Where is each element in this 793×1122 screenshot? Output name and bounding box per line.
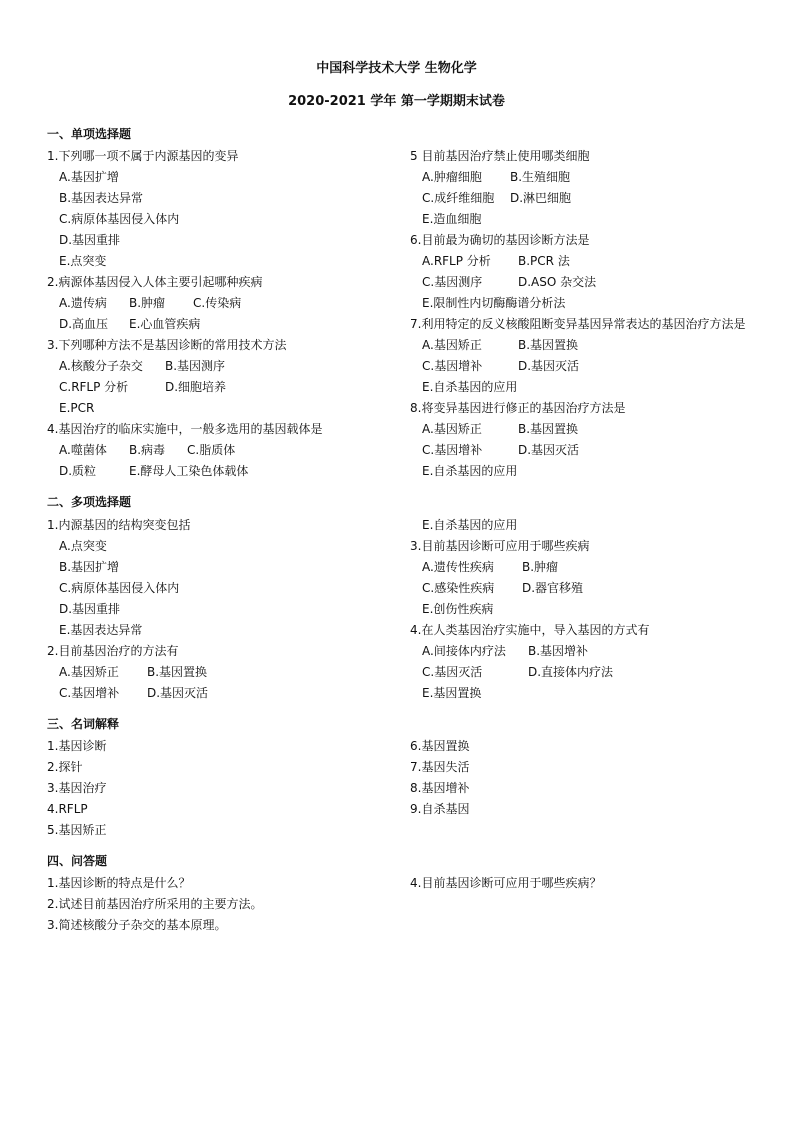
term-item: 1.基因诊断 — [47, 739, 107, 753]
option: D.直接体内疗法 — [528, 665, 614, 679]
option-row — [410, 167, 760, 188]
option: E.酵母人工染色体载体 — [129, 464, 249, 478]
option: C.基因灭活 — [422, 665, 483, 679]
option: D.淋巴细胞 — [510, 191, 572, 205]
section-heading-multiple-choice: 二、多项选择题 — [47, 495, 132, 509]
option: B.基因表达异常 — [59, 191, 144, 205]
question-text: 1.下列哪一项不属于内源基因的变异 — [47, 149, 239, 163]
option: C.基因增补 — [422, 443, 483, 457]
question-text: 7.利用特定的反义核酸阻断变异基因异常表达的基因治疗方法是 — [410, 317, 746, 331]
option-row — [47, 662, 397, 683]
section-heading-terms: 三、名词解释 — [47, 717, 120, 731]
term-item: 2.探针 — [47, 760, 83, 774]
question-text: 4.在人类基因治疗实施中，导入基因的方式有 — [410, 623, 650, 637]
option: E.基因表达异常 — [59, 623, 143, 637]
option: D.基因重排 — [59, 602, 121, 616]
option: D.高血压 — [59, 317, 109, 331]
option-row — [47, 377, 397, 398]
question-text: 3.下列哪种方法不是基因诊断的常用技术方法 — [47, 338, 287, 352]
question-text: 2.病源体基因侵入人体主要引起哪种疾病 — [47, 275, 263, 289]
option: C.基因增补 — [422, 359, 483, 373]
option: B.生殖细胞 — [510, 170, 571, 184]
qa-item: 3.简述核酸分子杂交的基本原理。 — [47, 918, 227, 932]
option: D.基因重排 — [59, 233, 121, 247]
option: C.基因测序 — [422, 275, 483, 289]
option: B.基因置换 — [147, 665, 208, 679]
question-text: 3.目前基因诊断可应用于哪些疾病 — [410, 539, 590, 553]
option: D.基因灭活 — [518, 359, 580, 373]
option-row — [47, 683, 397, 704]
term-item: 8.基因增补 — [410, 781, 470, 795]
option: C.传染病 — [193, 296, 242, 310]
option: C.病原体基因侵入体内 — [59, 581, 180, 595]
term-item: 3.基因治疗 — [47, 781, 107, 795]
option-row — [47, 293, 397, 314]
option: D.基因灭活 — [518, 443, 580, 457]
question-text: 6.目前最为确切的基因诊断方法是 — [410, 233, 590, 247]
option: A.RFLP 分析 — [422, 254, 491, 268]
question-text: 5 目前基因治疗禁止使用哪类细胞 — [410, 149, 590, 163]
option-row — [410, 356, 760, 377]
option: B.基因增补 — [528, 644, 589, 658]
term-item: 5.基因矫正 — [47, 823, 107, 837]
exam-title: 中国科学技术大学 生物化学 — [316, 61, 477, 76]
option: D.ASO 杂交法 — [518, 275, 597, 289]
term-item: 4.RFLP — [47, 802, 88, 816]
option: A.遗传性疾病 — [422, 560, 494, 574]
option: B.基因扩增 — [59, 560, 120, 574]
option-row — [410, 557, 760, 578]
option: B.基因置换 — [518, 422, 579, 436]
option: B.肿瘤 — [129, 296, 166, 310]
option: D.基因灭活 — [147, 686, 209, 700]
multiple-choice-left-column — [47, 515, 397, 704]
term-item: 7.基因失活 — [410, 760, 470, 774]
option-row — [410, 188, 760, 209]
qa-item: 2.试述目前基因治疗所采用的主要方法。 — [47, 897, 263, 911]
option-row — [47, 356, 397, 377]
qa-right-column — [410, 873, 760, 894]
option: A.间接体内疗法 — [422, 644, 506, 658]
option: E.点突变 — [59, 254, 107, 268]
option: A.遗传病 — [59, 296, 107, 310]
option: E.自杀基因的应用 — [422, 464, 518, 478]
multiple-choice-right-column — [410, 515, 760, 704]
option-row — [47, 440, 397, 461]
option-row — [410, 251, 760, 272]
single-choice-right-column — [410, 146, 760, 482]
option-row — [47, 461, 397, 482]
qa-item: 4.目前基因诊断可应用于哪些疾病？ — [410, 876, 602, 890]
single-choice-left-column — [47, 146, 397, 482]
option: B.基因测序 — [165, 359, 226, 373]
option: E.创伤性疾病 — [422, 602, 494, 616]
question-text: 2.目前基因治疗的方法有 — [47, 644, 179, 658]
term-item: 9.自杀基因 — [410, 802, 470, 816]
option: E.自杀基因的应用 — [422, 518, 518, 532]
option: D.细胞培养 — [165, 380, 227, 394]
question-text: 1.内源基因的结构突变包括 — [47, 518, 191, 532]
option: D.器官移殖 — [522, 581, 584, 595]
section-heading-qa: 四、问答题 — [47, 854, 108, 868]
option: A.基因矫正 — [59, 665, 119, 679]
option: A.基因扩增 — [59, 170, 119, 184]
option-row — [410, 419, 760, 440]
option-row — [410, 335, 760, 356]
option: E.自杀基因的应用 — [422, 380, 518, 394]
exam-subtitle: 2020-2021 学年 第一学期期末试卷 — [288, 94, 505, 109]
option: C.RFLP 分析 — [59, 380, 129, 394]
option: E.造血细胞 — [422, 212, 482, 226]
option: A.点突变 — [59, 539, 107, 553]
option: C.感染性疾病 — [422, 581, 495, 595]
option: B.肿瘤 — [522, 560, 559, 574]
option: A.核酸分子杂交 — [59, 359, 143, 373]
question-text: 4.基因治疗的临床实施中，一般多选用的基因载体是 — [47, 422, 323, 436]
option: A.基因矫正 — [422, 422, 482, 436]
option: C.基因增补 — [59, 686, 120, 700]
option-row — [410, 578, 760, 599]
qa-item: 1.基因诊断的特点是什么？ — [47, 876, 191, 890]
option: A.基因矫正 — [422, 338, 482, 352]
option-row — [410, 440, 760, 461]
option: A.肿瘤细胞 — [422, 170, 482, 184]
terms-left-column — [47, 736, 397, 841]
option-row — [47, 314, 397, 335]
option: C.成纤维细胞 — [422, 191, 495, 205]
option: A.噬菌体 — [59, 443, 107, 457]
option: B.病毒 — [129, 443, 166, 457]
option-row — [410, 272, 760, 293]
terms-right-column — [410, 736, 760, 820]
option: E.PCR — [59, 401, 95, 415]
option: D.质粒 — [59, 464, 97, 478]
option: B.基因置换 — [518, 338, 579, 352]
option: C.病原体基因侵入体内 — [59, 212, 180, 226]
option-row — [410, 662, 760, 683]
qa-left-column — [47, 873, 397, 936]
question-text: 8.将变异基因进行修正的基因治疗方法是 — [410, 401, 626, 415]
section-heading-single-choice: 一、单项选择题 — [47, 127, 132, 141]
option: E.限制性内切酶酶谱分析法 — [422, 296, 566, 310]
term-item: 6.基因置换 — [410, 739, 470, 753]
option-row — [410, 641, 760, 662]
option: E.基因置换 — [422, 686, 482, 700]
option: C.脂质体 — [187, 443, 236, 457]
option: E.心血管疾病 — [129, 317, 201, 331]
option: B.PCR 法 — [518, 254, 570, 268]
